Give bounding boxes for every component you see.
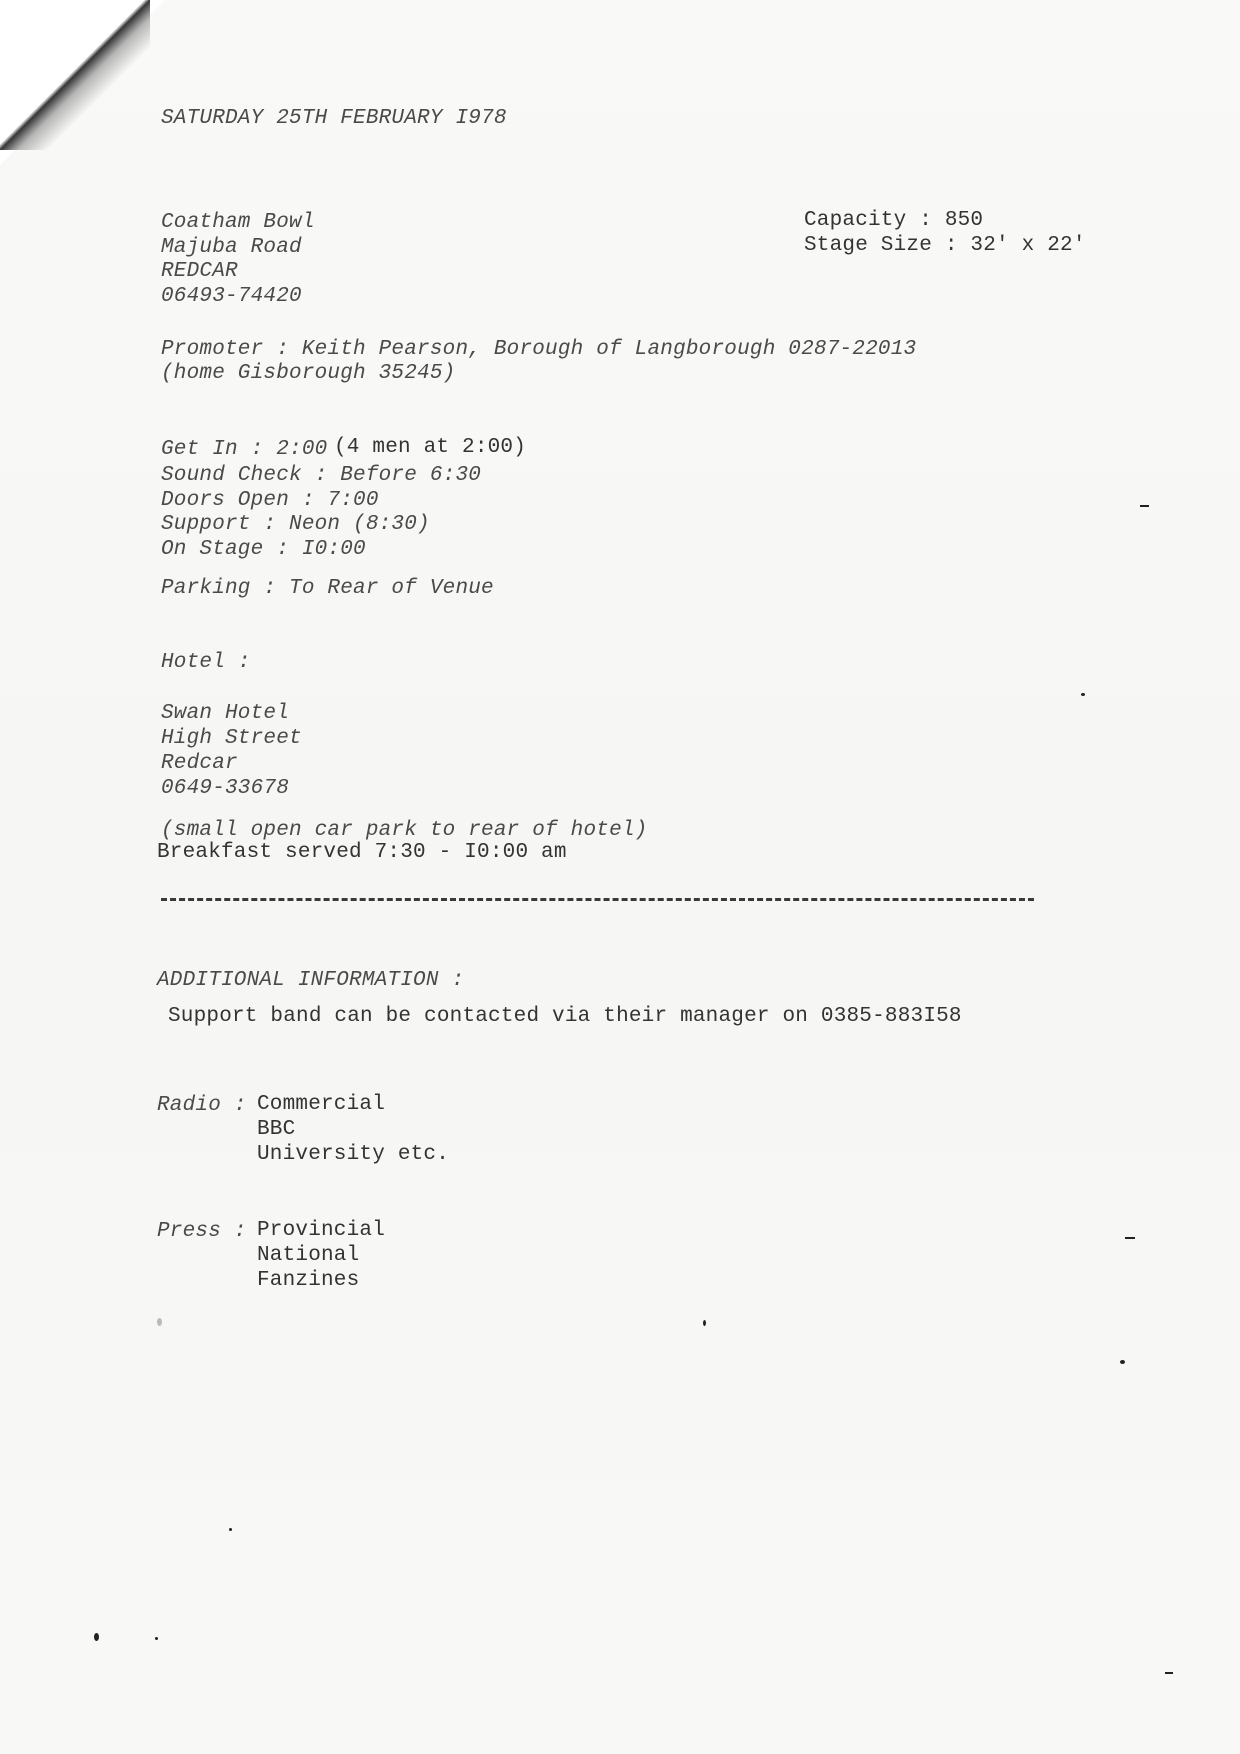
sound-check-time: Sound Check : Before 6:30 <box>161 464 482 487</box>
venue-name: Coatham Bowl <box>161 211 315 234</box>
get-in-note: (4 men at 2:00) <box>334 436 527 459</box>
radio-item: University etc. <box>257 1143 450 1166</box>
breakfast-hours: Breakfast served 7:30 - I0:00 am <box>157 841 567 864</box>
hotel-street: High Street <box>161 727 302 750</box>
hotel-name: Swan Hotel <box>161 702 290 725</box>
get-in-time: Get In : 2:00 <box>161 438 328 461</box>
folded-corner-shadow <box>0 0 150 150</box>
venue-street: Majuba Road <box>161 236 302 259</box>
dashed-divider <box>161 898 1034 901</box>
hotel-label: Hotel : <box>161 651 251 674</box>
paper-speck <box>1120 1360 1125 1364</box>
radio-item: Commercial <box>257 1093 386 1116</box>
promoter-line: Promoter : Keith Pearson, Borough of Langborough 0287-22013 <box>161 338 917 361</box>
paper-speck <box>157 1318 162 1326</box>
paper-speck <box>229 1528 232 1531</box>
hotel-phone: 0649-33678 <box>161 777 290 800</box>
venue-town: REDCAR <box>161 260 238 283</box>
paper-speck <box>155 1637 158 1640</box>
press-item: Fanzines <box>257 1269 360 1292</box>
radio-label: Radio : <box>157 1094 247 1117</box>
press-item: Provincial <box>257 1219 386 1242</box>
paper-speck <box>1140 505 1149 507</box>
document-date: SATURDAY 25TH FEBRUARY I978 <box>161 107 507 130</box>
radio-item: BBC <box>257 1118 296 1141</box>
additional-info-heading: ADDITIONAL INFORMATION : <box>157 969 465 992</box>
press-label: Press : <box>157 1220 247 1243</box>
hotel-parking-note: (small open car park to rear of hotel) <box>161 819 648 842</box>
hotel-town: Redcar <box>161 752 238 775</box>
press-item: National <box>257 1244 360 1267</box>
on-stage-time: On Stage : I0:00 <box>161 538 366 561</box>
paper-speck <box>1165 1672 1173 1674</box>
parking-info: Parking : To Rear of Venue <box>161 577 494 600</box>
paper-speck <box>94 1633 99 1641</box>
paper-speck <box>703 1320 706 1326</box>
paper-speck <box>1081 693 1085 696</box>
venue-capacity: Capacity : 850 <box>804 209 984 232</box>
additional-info-text: Support band can be contacted via their manager on 0385-883I58 <box>168 1005 962 1028</box>
venue-phone: 06493-74420 <box>161 285 302 308</box>
venue-stage-size: Stage Size : 32' x 22' <box>804 234 1086 257</box>
promoter-home-phone: (home Gisborough 35245) <box>161 362 456 385</box>
support-act: Support : Neon (8:30) <box>161 513 430 536</box>
paper-speck <box>1125 1237 1135 1239</box>
doors-open-time: Doors Open : 7:00 <box>161 489 379 512</box>
